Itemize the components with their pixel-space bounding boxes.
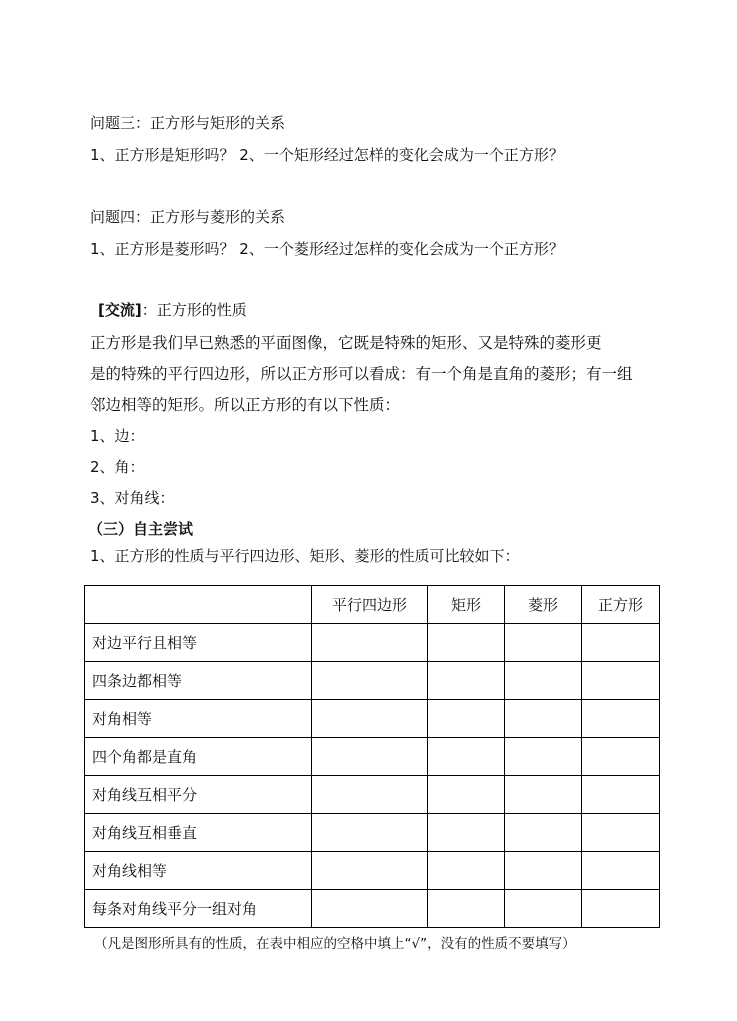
row-label: 对边平行且相等 xyxy=(85,624,312,662)
cell-parallelogram[interactable] xyxy=(312,852,428,890)
cell-rectangle[interactable] xyxy=(428,852,505,890)
cell-rhombus[interactable] xyxy=(505,890,582,928)
table-row xyxy=(85,738,660,776)
cell-parallelogram[interactable] xyxy=(312,738,428,776)
property-angle: 2、角： xyxy=(90,458,145,476)
exchange-heading xyxy=(98,300,247,320)
exchange-para-line-2: 是的特殊的平行四边形，所以正方形可以看成：有一个角是直角的菱形；有一组 xyxy=(90,365,633,383)
row-label: 每条对角线平分一组对角 xyxy=(85,890,312,928)
row-label: 对角线互相平分 xyxy=(85,776,312,814)
problem4-title: 问题四：正方形与菱形的关系 xyxy=(90,208,286,226)
cell-parallelogram[interactable] xyxy=(312,624,428,662)
cell-parallelogram[interactable] xyxy=(312,890,428,928)
cell-rectangle[interactable] xyxy=(428,700,505,738)
cell-rhombus[interactable] xyxy=(505,776,582,814)
cell-rectangle[interactable] xyxy=(428,890,505,928)
cell-square[interactable] xyxy=(582,624,660,662)
section3-heading: （三）自主尝试 xyxy=(88,520,194,538)
comparison-table xyxy=(84,585,660,928)
cell-square[interactable] xyxy=(582,738,660,776)
row-label: 对角相等 xyxy=(85,700,312,738)
table-header-parallelogram: 平行四边形 xyxy=(312,586,428,624)
table-row xyxy=(85,662,660,700)
table-header-rhombus: 菱形 xyxy=(505,586,582,624)
cell-rectangle[interactable] xyxy=(428,738,505,776)
cell-rhombus[interactable] xyxy=(505,738,582,776)
table-note: （凡是图形所具有的性质，在表中相应的空格中填上“√”，没有的性质不要填写） xyxy=(94,936,576,952)
cell-parallelogram[interactable] xyxy=(312,776,428,814)
cell-rhombus[interactable] xyxy=(505,852,582,890)
problem3-question: 1、正方形是矩形吗？ 2、一个矩形经过怎样的变化会成为一个正方形？ xyxy=(90,146,564,164)
cell-parallelogram[interactable] xyxy=(312,662,428,700)
property-side: 1、边： xyxy=(90,427,145,445)
cell-rhombus[interactable] xyxy=(505,814,582,852)
cell-rectangle[interactable] xyxy=(428,814,505,852)
problem4-question: 1、正方形是菱形吗？ 2、一个菱形经过怎样的变化会成为一个正方形？ xyxy=(90,240,564,258)
cell-parallelogram[interactable] xyxy=(312,814,428,852)
table-header-blank xyxy=(85,586,312,624)
exchange-tag: [交流] xyxy=(98,301,142,319)
row-label: 四个角都是直角 xyxy=(85,738,312,776)
cell-parallelogram[interactable] xyxy=(312,700,428,738)
cell-rhombus[interactable] xyxy=(505,624,582,662)
cell-rhombus[interactable] xyxy=(505,700,582,738)
table-row xyxy=(85,776,660,814)
row-label: 四条边都相等 xyxy=(85,662,312,700)
cell-square[interactable] xyxy=(582,662,660,700)
exchange-para-line-3: 邻边相等的矩形。所以正方形的有以下性质： xyxy=(90,396,401,414)
table-header-rectangle: 矩形 xyxy=(428,586,505,624)
table-row xyxy=(85,624,660,662)
property-diagonal: 3、对角线： xyxy=(90,489,175,507)
exchange-title: ：正方形的性质 xyxy=(141,301,247,319)
section3-intro: 1、正方形的性质与平行四边形、矩形、菱形的性质可比较如下： xyxy=(90,547,520,565)
cell-rectangle[interactable] xyxy=(428,624,505,662)
cell-rectangle[interactable] xyxy=(428,662,505,700)
cell-rectangle[interactable] xyxy=(428,776,505,814)
exchange-para-line-1: 正方形是我们早已熟悉的平面图像，它既是特殊的矩形、又是特殊的菱形更 xyxy=(90,334,602,352)
cell-square[interactable] xyxy=(582,890,660,928)
cell-square[interactable] xyxy=(582,814,660,852)
table-row xyxy=(85,890,660,928)
row-label: 对角线互相垂直 xyxy=(85,814,312,852)
cell-square[interactable] xyxy=(582,700,660,738)
table-header-square: 正方形 xyxy=(582,586,660,624)
row-label: 对角线相等 xyxy=(85,852,312,890)
cell-square[interactable] xyxy=(582,776,660,814)
table-row xyxy=(85,814,660,852)
table-row xyxy=(85,852,660,890)
table-header-row xyxy=(85,586,660,624)
cell-square[interactable] xyxy=(582,852,660,890)
cell-rhombus[interactable] xyxy=(505,662,582,700)
table-row xyxy=(85,700,660,738)
problem3-title: 问题三：正方形与矩形的关系 xyxy=(90,114,286,132)
